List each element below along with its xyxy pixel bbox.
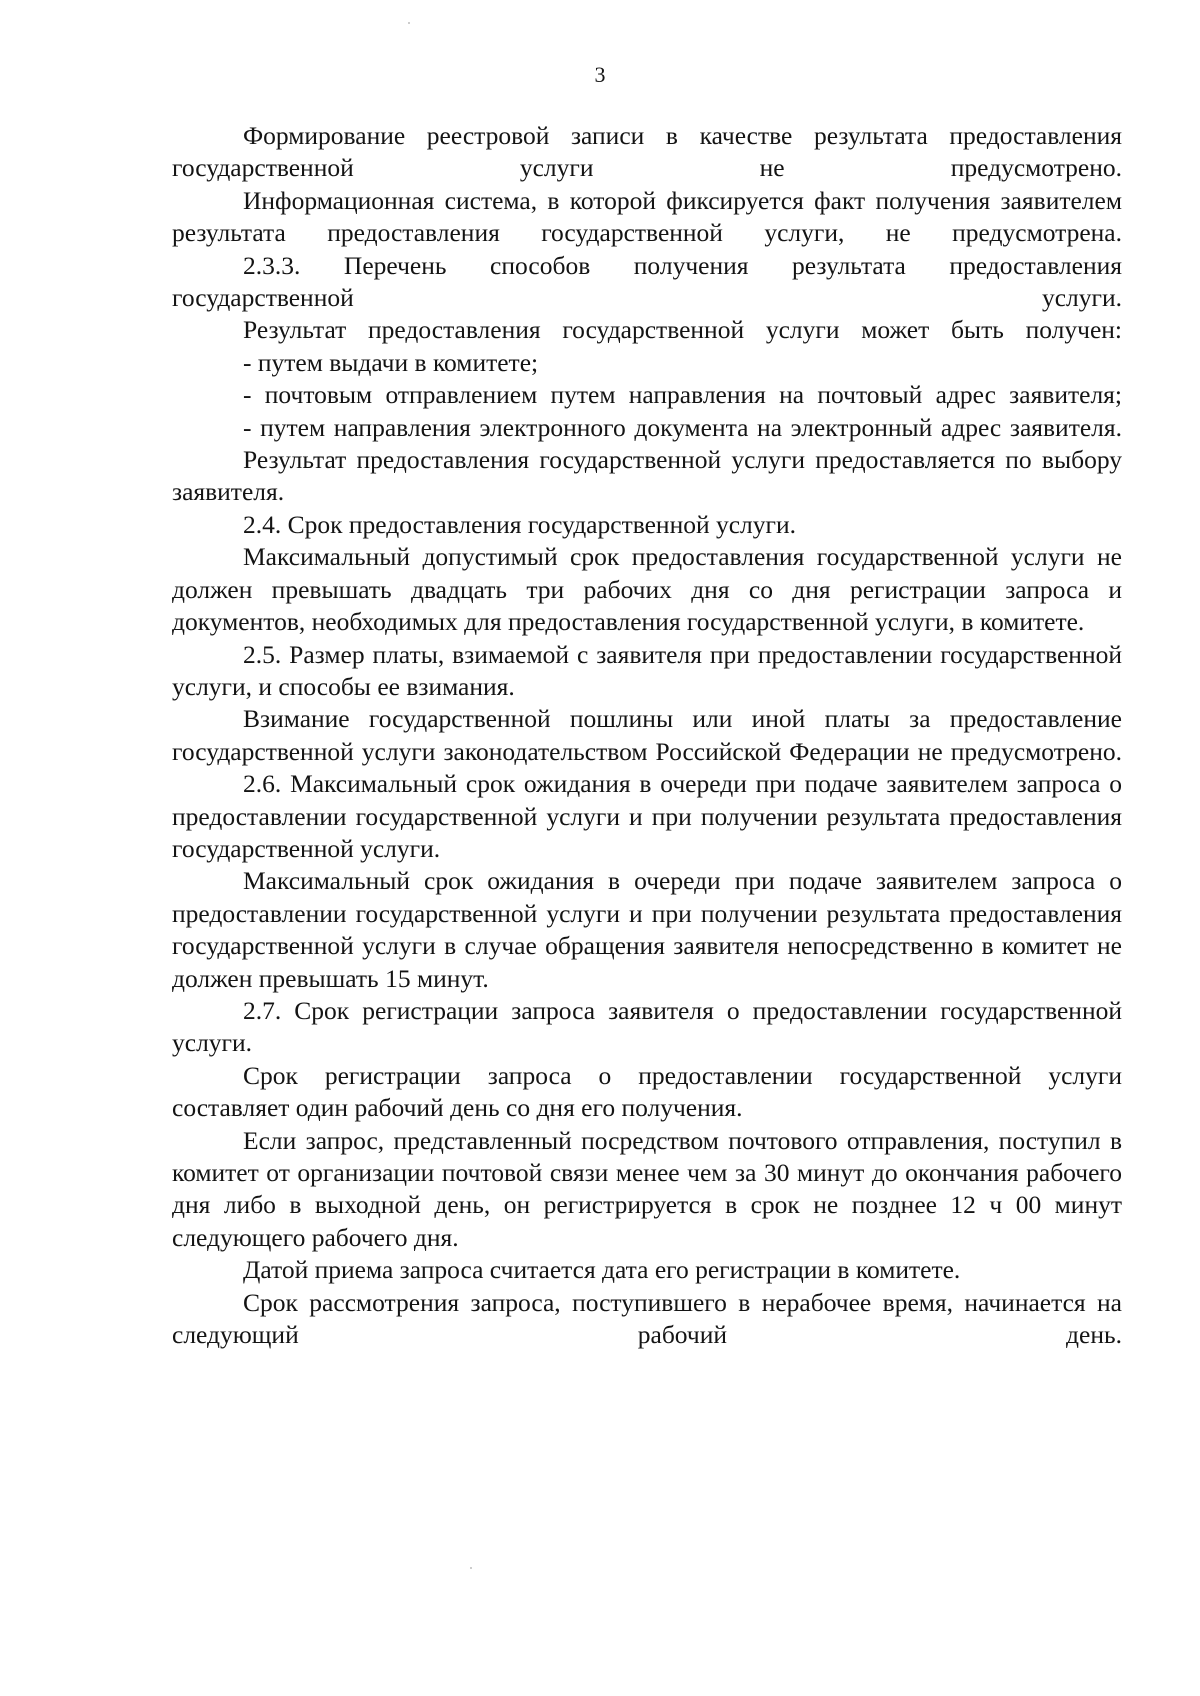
document-body [172, 120, 1122, 1351]
paragraph: Информационная система, в которой фиксируется факт получения заявителем результата предоставления государственной услуги, не предусмотрена. [172, 185, 1122, 248]
paragraph: Максимальный срок ожидания в очереди при подаче заявителем запроса о предоставлении государственной услуги и при получении результата предоставления государственной услуги в случае обращения заявителя непосредственно в комитет не должен превышать 15 минут. [172, 866, 1122, 993]
scan-speck [470, 1567, 472, 1569]
paragraph: 2.6. Максимальный срок ожидания в очереди при подаче заявителем запроса о предоставлении государственной услуги и при получении результата предоставления государственной услуги. [172, 769, 1122, 863]
paragraph: Датой приема запроса считается дата его регистрации в комитете. [243, 1255, 961, 1285]
paragraph: 2.3.3. Перечень способов получения результата предоставления государственной услуги. [172, 250, 1122, 313]
list-item: - почтовым отправлением путем направления на почтовый адрес заявителя; [243, 380, 1122, 410]
paragraph: 2.5. Размер платы, взимаемой с заявителя при предоставлении государственной услуги, и способы ее взимания. [172, 639, 1122, 701]
paragraph: Срок регистрации запроса о предоставлении государственной услуги составляет один рабочий день со дня его получения. [172, 1060, 1122, 1123]
list-item: - путем выдачи в комитете; [243, 347, 539, 377]
paragraph: Максимальный допустимый срок предоставления государственной услуги не должен превышать двадцать три рабочих дня со дня регистрации запроса и документов, необходимых для предоставления государственной услуги, в комитете. [172, 542, 1122, 637]
paragraph: Результат предоставления государственной услуги предоставляется по выбору заявителя. [172, 445, 1122, 507]
scan-speck [408, 22, 410, 24]
paragraph: 2.4. Срок предоставления государственной услуги. [243, 509, 797, 539]
list-item: - путем направления электронного документа на электронный адрес заявителя. [243, 412, 1122, 442]
page-number: 3 [594, 62, 606, 87]
paragraph: Формирование реестровой записи в качестве результата предоставления государственной услуги не предусмотрено. [172, 121, 1122, 183]
paragraph: Срок рассмотрения запроса, поступившего в нерабочее время, начинается на следующий рабочий день. [172, 1287, 1122, 1350]
paragraph: Результат предоставления государственной услуги может быть получен: [243, 315, 1122, 345]
paragraph: 2.7. Срок регистрации запроса заявителя о предоставлении государственной услуги. [172, 995, 1122, 1058]
paragraph: Если запрос, представленный посредством почтового отправления, поступил в комитет от организации почтовой связи менее чем за 30 минут до окончания рабочего дня либо в выходной день, он регистрируется в срок не позднее 12 ч 00 минут следующего рабочего дня. [172, 1125, 1122, 1252]
paragraph: Взимание государственной пошлины или иной платы за предоставление государственной услуги законодательством Российской Федерации не предусмотрено. [172, 704, 1122, 766]
